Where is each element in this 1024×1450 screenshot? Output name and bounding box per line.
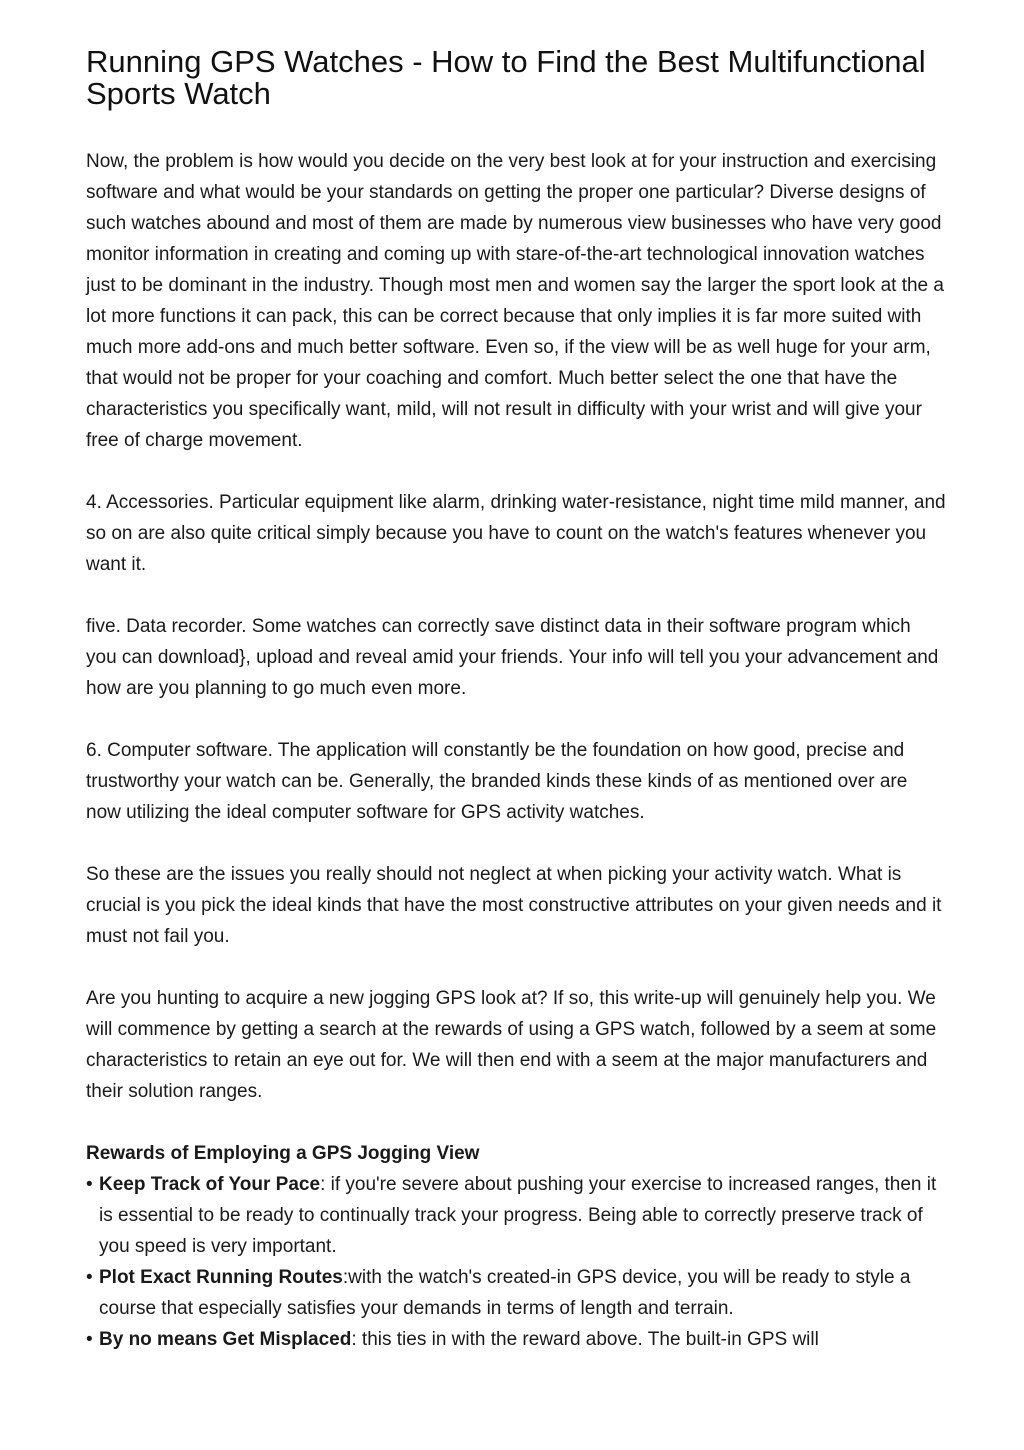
list-item-pace [86, 1169, 946, 1262]
list-item-text: :with the watch's created-in GPS device, you will be ready to style a course that especially satisfies your demands in terms of length and terrain. [99, 1267, 911, 1319]
paragraph-data-recorder: five. Data recorder. Some watches can correctly save distinct data in their software program which you can download}, upload and reveal amid your friends. Your info will tell you your advancement and how are you planning to go much even more. [86, 616, 939, 699]
list-item-term: Plot Exact Running Routes [99, 1267, 343, 1288]
list-item-misplaced [86, 1324, 946, 1355]
bullet-icon: • [86, 1174, 93, 1195]
bullet-icon: • [86, 1267, 93, 1288]
paragraph-computer-software: 6. Computer software. The application will constantly be the foundation on how good, precise and trustworthy your watch can be. Generally, the branded kinds these kinds of as mentioned over are now utilizing the ideal computer software for GPS activity watches. [86, 740, 908, 823]
rewards-list [86, 1169, 946, 1355]
list-item-term: Keep Track of Your Pace [99, 1174, 321, 1195]
document-body [86, 146, 946, 1355]
section-heading-rewards: Rewards of Employing a GPS Jogging View [86, 1143, 480, 1164]
list-item-text: : this ties in with the reward above. The built-in GPS will [351, 1329, 819, 1350]
document-page [86, 46, 946, 1355]
list-item-text: : if you're severe about pushing your exercise to increased ranges, then it is essential to be ready to continually track your progress. Being able to correctly preserve track of you speed is very important. [99, 1174, 937, 1257]
document-title: Running GPS Watches - How to Find the Best Multifunctional Sports Watch [86, 44, 926, 111]
paragraph-accessories: 4. Accessories. Particular equipment like alarm, drinking water-resistance, night time mild manner, and so on are also quite critical simply because you have to count on the watch's features whenever you want it. [86, 492, 946, 575]
list-item-routes [86, 1262, 946, 1324]
list-item-term: By no means Get Misplaced [99, 1329, 352, 1350]
bullet-icon: • [86, 1329, 93, 1350]
paragraph-intro: Now, the problem is how would you decide on the very best look at for your instruction and exercising software and what would be your standards on getting the proper one particular? Diverse designs of such watches abound and most of them are made by numerous view businesses who have very good monitor information in creating and coming up with stare-of-the-art technological innovation watches just to be dominant in the industry. Though most men and women say the larger the sport look at the a lot more functions it can pack, this can be correct because that only implies it is far more suited with much more add-ons and much better software. Even so, if the view will be as well huge for your arm, that would not be proper for your coaching and comfort. Much better select the one that have the characteristics you specifically want, mild, will not result in difficulty with your wrist and will give your free of charge movement. [86, 151, 944, 451]
paragraph-summary: So these are the issues you really should not neglect at when picking your activity watch. What is crucial is you pick the ideal kinds that have the most constructive attributes on your given needs and it must not fail you. [86, 864, 942, 947]
paragraph-jogging-gps: Are you hunting to acquire a new jogging GPS look at? If so, this write-up will genuinely help you. We will commence by getting a search at the rewards of using a GPS watch, followed by a seem at some characteristics to retain an eye out for. We will then end with a seem at the major manufacturers and their solution ranges. [86, 988, 937, 1102]
